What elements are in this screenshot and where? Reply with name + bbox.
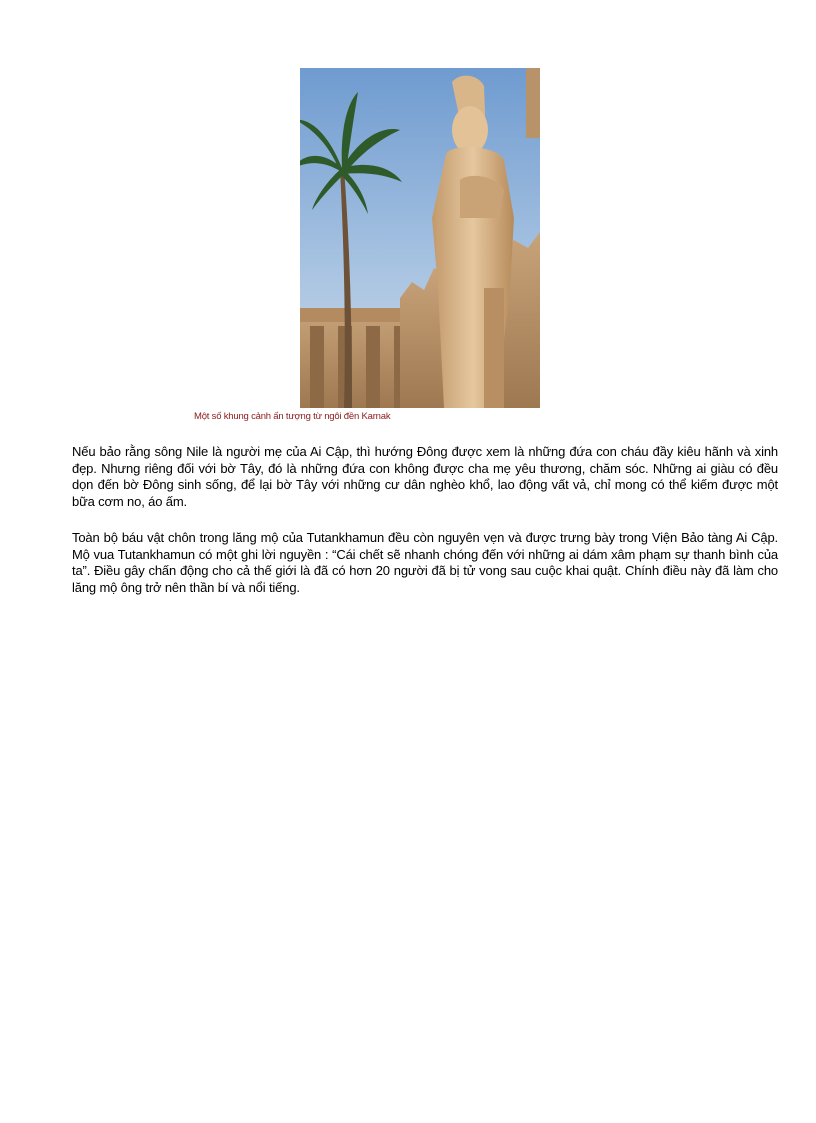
body-paragraph-2: Toàn bộ báu vật chôn trong lăng mộ của Tutankhamun đều còn nguyên vẹn và được trưng bày trong Viện Bảo tàng Ai Cập. Mộ vua Tutankhamun có một ghi lời nguyền : “Cái chết sẽ nhanh chóng đến với những ai dám xâm phạm sự thanh bình của ta”. Điều gây chấn động cho cả thế giới là đã có hơn 20 người đã bị tử vong sau cuộc khai quật. Chính điều này đã làm cho lăng mộ ông trở nên thần bí và nổi tiếng. [72,530,778,595]
body-paragraph-1: Nếu bảo rằng sông Nile là người mẹ của Ai Cập, thì hướng Đông được xem là những đứa con cháu đầy kiêu hãnh và xinh đẹp. Nhưng riêng đối với bờ Tây, đó là những đứa con không được cha mẹ yêu thương, chăm sóc. Những ai giàu có đều dọn đến bờ Đông sinh sống, để lại bờ Tây với những cư dân nghèo khổ, lao động vất vả, chỉ mong có thể kiếm được một bữa cơm no, áo ấm. [72,444,778,509]
photo-illustration [300,68,540,408]
figure-caption: Một số khung cảnh ấn tượng từ ngôi đền Karnak [194,411,391,422]
karnak-statue-photo [300,68,540,408]
